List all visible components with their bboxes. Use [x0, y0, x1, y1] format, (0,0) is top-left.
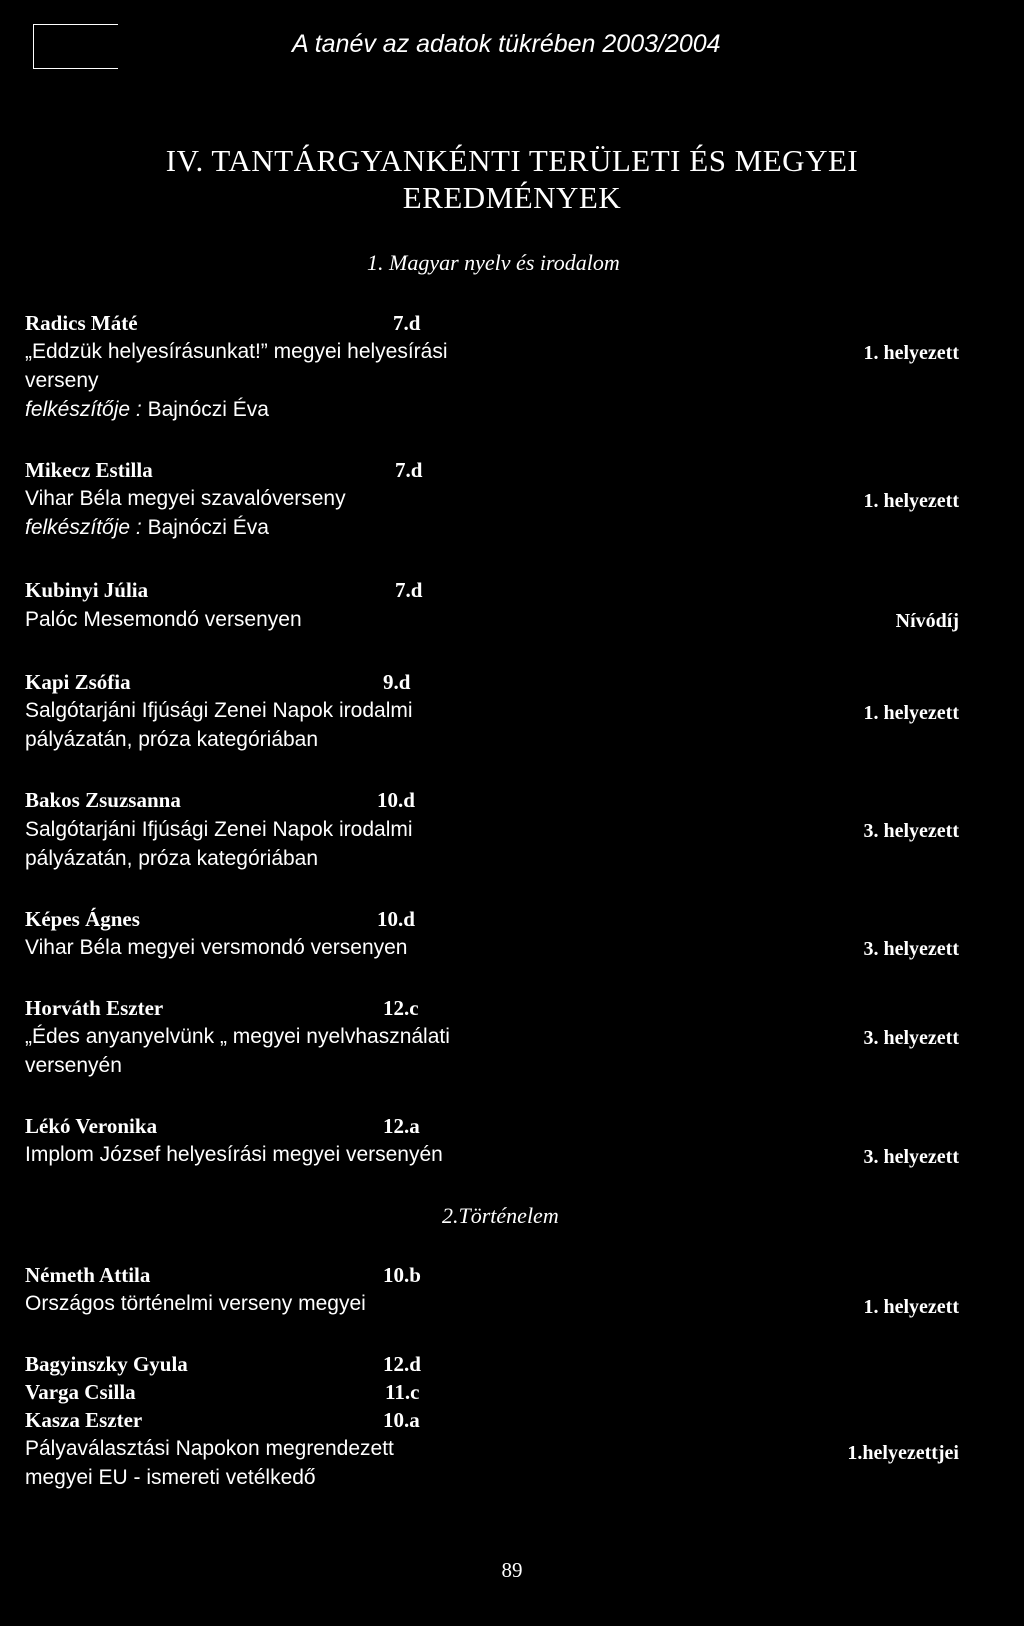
student-class: 12.c [383, 996, 419, 1020]
result: 1.helyezettjei [847, 1442, 959, 1464]
preparer-name: Bajnóczi Éva [147, 398, 269, 421]
competition-line1: Salgótarjáni Ifjúsági Zenei Napok irodalmi [25, 818, 413, 841]
section-title-history: 2.Történelem [442, 1203, 559, 1228]
competition-line1: Vihar Béla megyei szavalóverseny [25, 487, 346, 510]
competition-line1: Pályaválasztási Napokon megrendezett [25, 1437, 394, 1460]
preparer-name: Bajnóczi Éva [147, 516, 269, 539]
student-class: 9.d [383, 670, 411, 694]
student-name: Kapi Zsófia [25, 670, 131, 694]
competition-line1: Vihar Béla megyei versmondó versenyen [25, 936, 408, 959]
result: 3. helyezett [863, 938, 959, 960]
competition-line1: Országos történelmi verseny megyei [25, 1292, 366, 1315]
student-class: 7.d [395, 458, 423, 482]
student-name: Varga Csilla [25, 1380, 136, 1404]
student-class: 7.d [395, 578, 423, 602]
preparer [25, 398, 269, 422]
page-number: 89 [501, 1558, 523, 1582]
student-class: 7.d [393, 311, 421, 335]
preparer-label: felkészítője : [25, 516, 142, 539]
competition-line1: „Eddzük helyesírásunkat!” megyei helyesírási [25, 340, 448, 363]
competition-line1: Implom József helyesírási megyei versenyén [25, 1143, 443, 1166]
student-name: Bakos Zsuzsanna [25, 788, 181, 812]
competition-line1: Salgótarjáni Ifjúsági Zenei Napok irodalmi [25, 699, 413, 722]
student-class: 12.d [383, 1352, 421, 1376]
student-name: Németh Attila [25, 1263, 151, 1287]
competition-line2: megyei EU - ismereti vetélkedő [25, 1466, 316, 1489]
result: 3. helyezett [863, 820, 959, 842]
result: 3. helyezett [863, 1146, 959, 1168]
competition-line2: verseny [25, 369, 99, 392]
result: 1. helyezett [863, 1296, 959, 1318]
student-name: Horváth Eszter [25, 996, 164, 1020]
section-title-literature: 1. Magyar nyelv és irodalom [367, 250, 620, 275]
competition-line2: versenyén [25, 1054, 122, 1077]
preparer [25, 516, 269, 540]
result: 3. helyezett [863, 1027, 959, 1049]
student-class: 10.a [383, 1408, 420, 1432]
student-name: Képes Ágnes [25, 907, 140, 931]
chapter-title-line2: EREDMÉNYEK [402, 180, 622, 215]
student-name: Kubinyi Júlia [25, 578, 149, 602]
header-frame [33, 24, 118, 69]
student-name: Mikecz Estilla [25, 458, 153, 482]
student-class: 11.c [385, 1380, 420, 1404]
competition-line2: pályázatán, próza kategóriában [25, 847, 319, 870]
student-name: Bagyinszky Gyula [25, 1352, 188, 1376]
result: Nívódíj [895, 610, 959, 632]
student-class: 12.a [383, 1114, 420, 1138]
student-class: 10.d [377, 788, 415, 812]
running-head: A tanév az adatok tükrében 2003/2004 [292, 30, 721, 58]
result: 1. helyezett [863, 702, 959, 724]
student-class: 10.d [377, 907, 415, 931]
chapter-title-line1: IV. TANTÁRGYANKÉNTI TERÜLETI ÉS MEGYEI [165, 143, 859, 178]
student-class: 10.b [383, 1263, 421, 1287]
result: 1. helyezett [863, 490, 959, 512]
preparer-label: felkészítője : [25, 398, 142, 421]
competition-line2: pályázatán, próza kategóriában [25, 728, 319, 751]
competition-line1: Palóc Mesemondó versenyen [25, 608, 302, 631]
student-name: Radics Máté [25, 311, 138, 335]
student-name: Lékó Veronika [25, 1114, 158, 1138]
result: 1. helyezett [863, 342, 959, 364]
competition-line1: „Édes anyanyelvünk „ megyei nyelvhasználati [25, 1025, 450, 1048]
student-name: Kasza Eszter [25, 1408, 143, 1432]
